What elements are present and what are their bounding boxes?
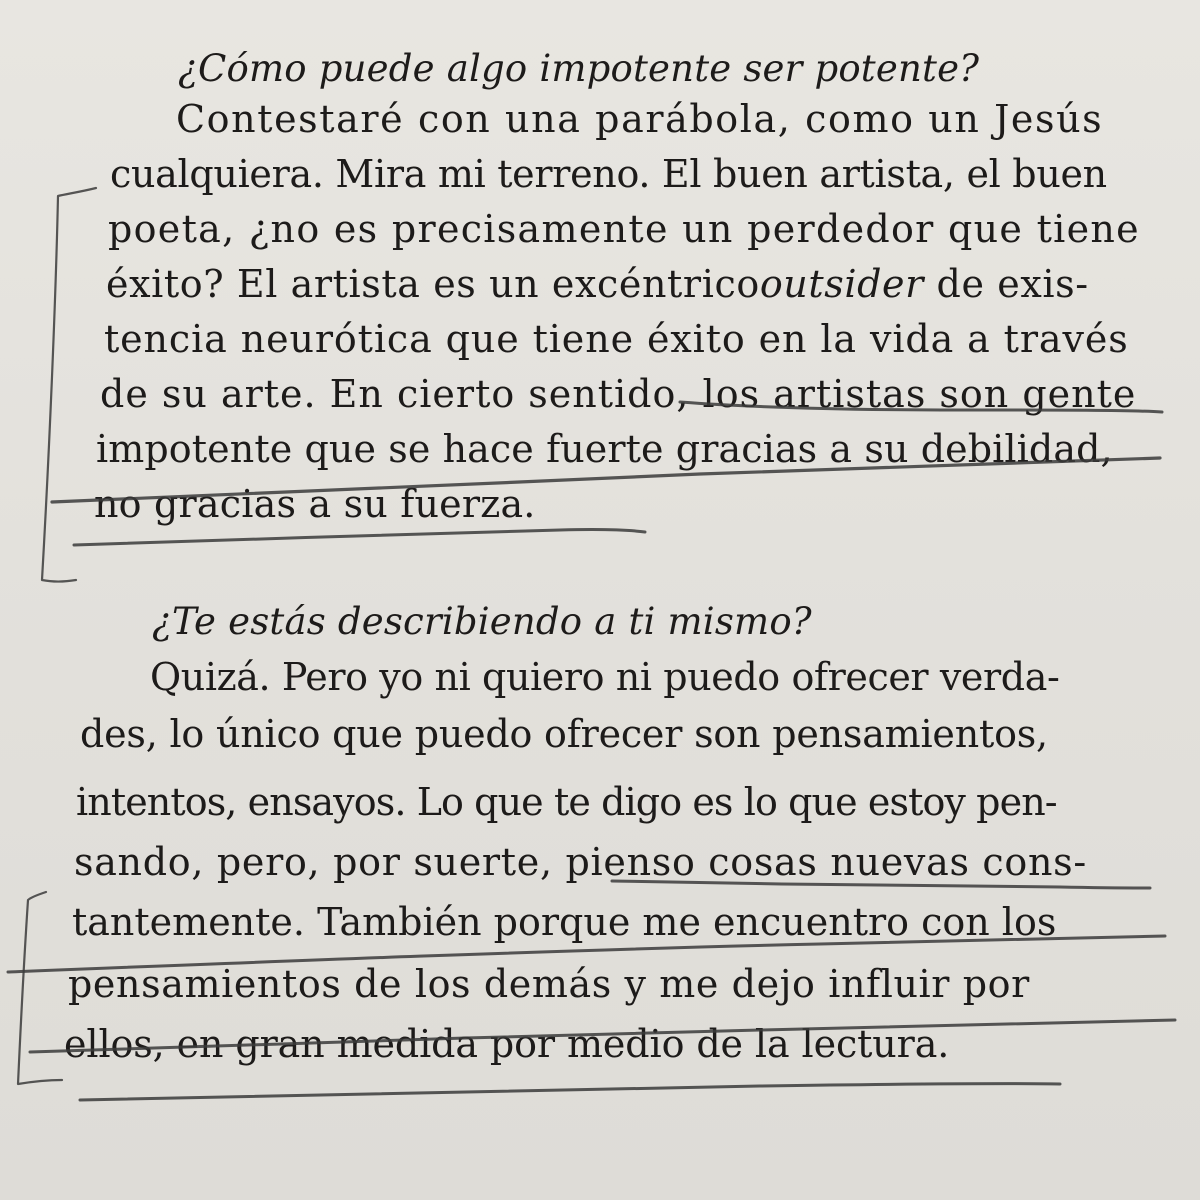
paragraph-1-line-4-end: de exis- (923, 262, 1089, 306)
question-1: ¿Cómo puede algo impotente ser potente? (178, 47, 980, 90)
underline-1c (74, 530, 645, 545)
outsider-italic: outsider (759, 262, 924, 306)
paragraph-1-line-2: cualquiera. Mira mi terreno. El buen artista, el buen (110, 152, 1107, 196)
margin-bracket-1 (42, 188, 96, 582)
paragraph-1-line-1: Contestaré con una parábola, como un Jesús (176, 97, 1104, 141)
paragraph-1-line-8: no gracias a su fuerza. (94, 482, 536, 526)
paragraph-1-line-4 (106, 262, 1089, 306)
paragraph-2-line-4: sando, pero, por suerte, pienso cosas nuevas cons- (74, 840, 1087, 884)
paragraph-2-line-3: intentos, ensayos. Lo que te digo es lo que estoy pen- (76, 780, 1057, 824)
paragraph-1-line-4-text: éxito? El artista es un excéntrico (106, 262, 760, 306)
paragraph-2-line-7: ellos, en gran medida por medio de la lectura. (64, 1022, 950, 1066)
paragraph-2-line-5: tantemente. También porque me encuentro con los (72, 900, 1057, 944)
question-2: ¿Te estás describiendo a ti mismo? (152, 600, 812, 643)
underline-2d (80, 1084, 1060, 1100)
paragraph-1-line-5: tencia neurótica que tiene éxito en la vida a través (104, 317, 1129, 361)
paragraph-1-line-6: de su arte. En cierto sentido, los artistas son gente (100, 372, 1137, 416)
margin-bracket-2 (18, 892, 62, 1084)
paragraph-2-line-2: des, lo único que puedo ofrecer son pensamientos, (80, 712, 1048, 756)
paragraph-2-line-1: Quizá. Pero yo ni quiero ni puedo ofrecer verda- (150, 655, 1060, 699)
paragraph-2-line-6: pensamientos de los demás y me dejo influir por (68, 962, 1030, 1006)
paragraph-1-line-3: poeta, ¿no es precisamente un perdedor que tiene (108, 207, 1140, 251)
paragraph-1-line-7: impotente que se hace fuerte gracias a su debilidad, (96, 427, 1113, 471)
